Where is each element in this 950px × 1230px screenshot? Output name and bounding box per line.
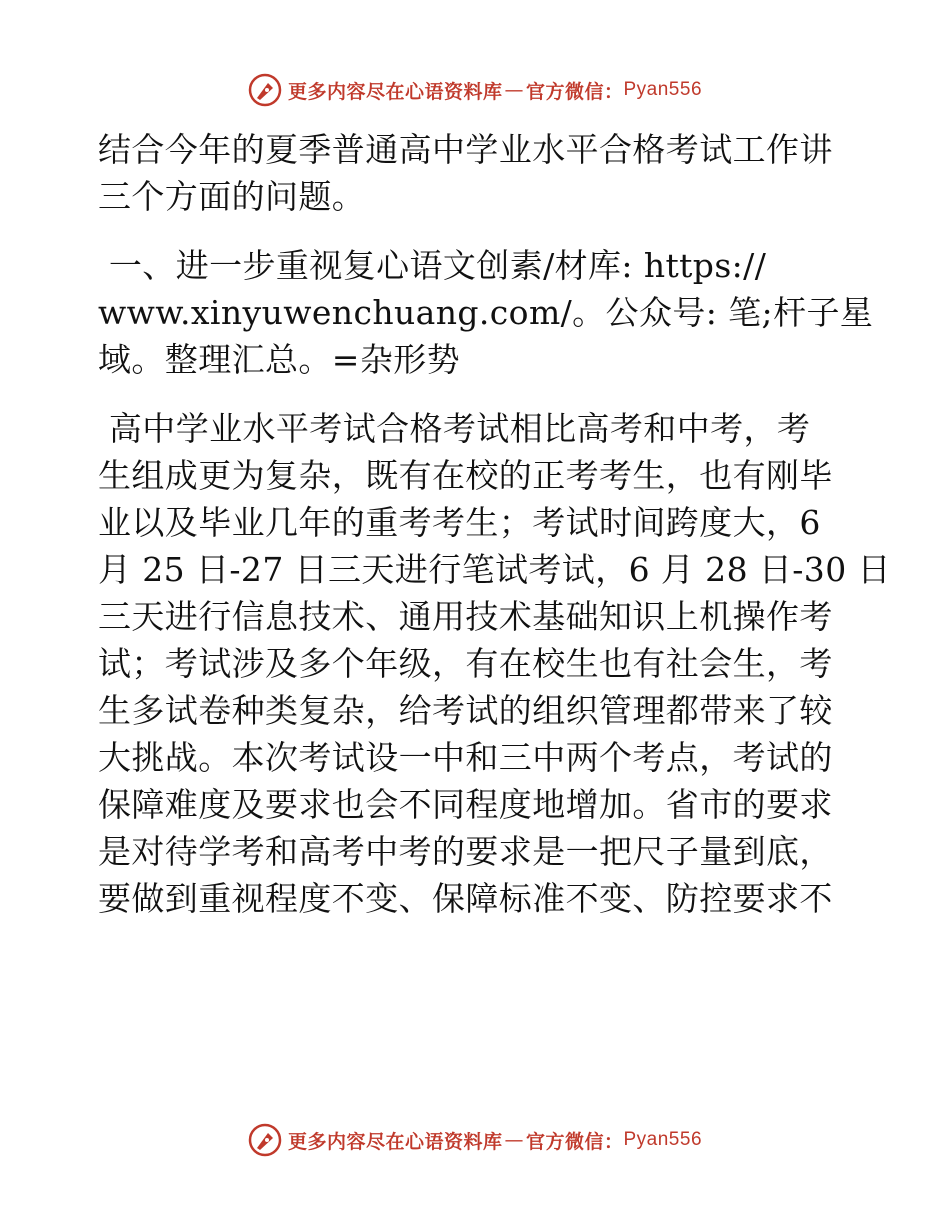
paragraph-2 xyxy=(98,242,874,383)
banner-suffix: 官方微信： xyxy=(525,1130,624,1153)
banner-text: 更多内容尽在心语资料库 xyxy=(287,80,503,103)
text-line: 大挑战。本次考试设一中和三中两个考点，考试的 xyxy=(98,738,833,777)
text-line: 月 25 日-27 日三天进行笔试考试，6 月 28 日-30 日 xyxy=(98,550,891,589)
text-line: 要做到重视程度不变、保障标准不变、防控要求不 xyxy=(98,879,833,918)
text-line: 结合今年的夏季普通高中学业水平合格考试工作讲 xyxy=(98,130,833,169)
text-line: www.xinyuwenchuang.com/。公众号: 笔;杆子星 xyxy=(98,293,874,332)
text-line: 三个方面的问题。 xyxy=(98,177,366,216)
text-line: 业以及毕业几年的重考考生；考试时间跨度大，6 xyxy=(98,503,821,542)
banner-dash: — xyxy=(504,1129,524,1151)
footer-watermark-banner xyxy=(0,1118,950,1162)
banner-wechat-id: Pyan556 xyxy=(623,1129,703,1150)
banner-wechat-id: Pyan556 xyxy=(623,79,703,100)
pen-nib-logo-icon xyxy=(248,1123,282,1157)
paragraph-1 xyxy=(98,126,858,220)
text-line: 三天进行信息技术、通用技术基础知识上机操作考 xyxy=(98,597,833,636)
text-line: 生组成更为复杂，既有在校的正考考生，也有刚毕 xyxy=(98,456,833,495)
text-line: 域。整理汇总。=杂形势 xyxy=(98,340,461,379)
text-line: 是对待学考和高考中考的要求是一把尺子量到底， xyxy=(98,832,833,871)
text-line: 试；考试涉及多个年级，有在校生也有社会生，考 xyxy=(98,644,833,683)
text-line: 保障难度及要求也会不同程度地增加。省市的要求 xyxy=(98,785,833,824)
pen-nib-logo-icon xyxy=(248,73,282,107)
text-line: 生多试卷种类复杂，给考试的组织管理都带来了较 xyxy=(98,691,833,730)
document-body xyxy=(98,126,891,922)
text-line: 高中学业水平考试合格考试相比高考和中考，考 xyxy=(98,409,811,448)
banner-suffix: 官方微信： xyxy=(525,80,624,103)
text-line: 一、进一步重视复心语文创素/材库: https:// xyxy=(98,246,767,285)
banner-dash: — xyxy=(504,79,524,101)
banner-text: 更多内容尽在心语资料库 xyxy=(287,1130,503,1153)
header-watermark-banner xyxy=(0,68,950,112)
paragraph-3 xyxy=(98,405,891,922)
